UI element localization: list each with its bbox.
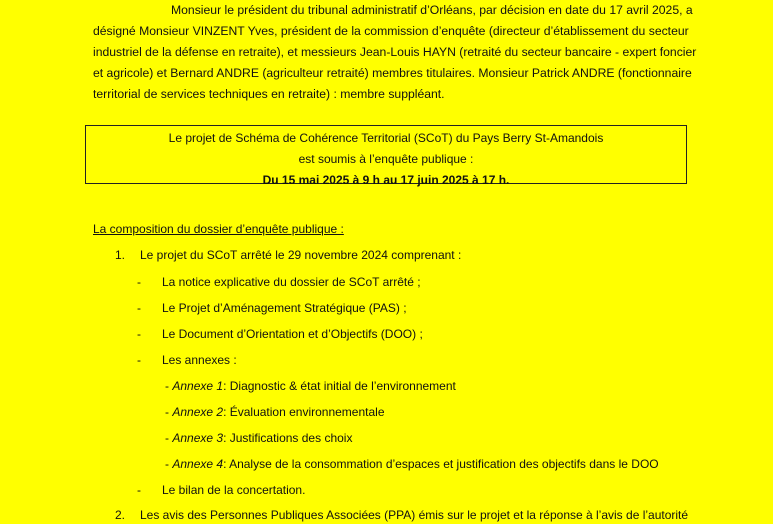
annex-line-2: [165, 403, 385, 421]
intro-paragraph: [93, 0, 697, 105]
dash-bullet: -: [137, 483, 141, 497]
annex-line-3: [165, 429, 352, 447]
annex-text-1: : Diagnostic & état initial de l’environnement: [223, 379, 456, 393]
annex-dash: -: [165, 379, 173, 393]
annex-label-3: Annexe 3: [172, 431, 224, 445]
intro-line: et agricole) et Bernard ANDRE (agriculteur retraité) membres titulaires. Monsieur Patrick ANDRE (fonctionnaire: [93, 66, 692, 80]
annex-line-4: [165, 455, 659, 473]
dash-bullet: -: [137, 301, 141, 315]
annex-text-2: : Évaluation environnementale: [223, 405, 385, 419]
annex-label-2: Annexe 2: [172, 405, 224, 419]
list-item-2: [115, 506, 688, 524]
notice-line-dates: Du 15 mai 2025 à 9 h au 17 juin 2025 à 17 h.: [262, 173, 510, 187]
list-number-2: 2.: [115, 508, 126, 522]
notice-line-submitted: est soumis à l’enquête publique :: [298, 152, 474, 166]
subitem-notice: La notice explicative du dossier de SCoT arrêté ;: [162, 275, 421, 289]
annex-dash: -: [165, 457, 173, 471]
intro-line: industriel de la défense en retraite), et messieurs Jean-Louis HAYN (retraité du secteur bancaire - expert foncier: [93, 45, 697, 59]
annex-dash: -: [165, 431, 173, 445]
notice-line-project: Le projet de Schéma de Cohérence Territorial (SCoT) du Pays Berry St-Amandois: [168, 131, 604, 145]
annex-line-1: [165, 377, 456, 395]
subitem-annexes: Les annexes :: [162, 353, 237, 367]
subitem-pas: Le Projet d’Aménagement Stratégique (PAS) ;: [162, 301, 407, 315]
enquiry-notice-box: [85, 125, 687, 187]
list-number-1: 1.: [115, 248, 126, 262]
intro-line: Monsieur le président du tribunal administratif d’Orléans, par décision en date du 17 avril 2025, a: [171, 3, 693, 17]
annex-label-1: Annexe 1: [172, 379, 224, 393]
dash-bullet: -: [137, 327, 141, 341]
list-item-2-text: Les avis des Personnes Publiques Associées (PPA) émis sur le projet et la réponse à l’avis de l’autorité: [140, 508, 689, 522]
subitem-concertation: Le bilan de la concertation.: [162, 483, 306, 497]
subitem-doo: Le Document d’Orientation et d’Objectifs (DOO) ;: [162, 327, 423, 341]
intro-line: territorial de services techniques en retraite) : membre suppléant.: [93, 87, 445, 101]
intro-line: désigné Monsieur VINZENT Yves, président de la commission d’enquête (directeur d’établissement du secteur: [93, 24, 689, 38]
dash-bullet: -: [137, 353, 141, 367]
annex-text-4: : Analyse de la consommation d’espaces et justification des objectifs dans le DOO: [223, 457, 659, 471]
annex-label-4: Annexe 4: [172, 457, 224, 471]
dash-bullet: -: [137, 275, 141, 289]
annex-text-3: : Justifications des choix: [223, 431, 353, 445]
annex-dash: -: [165, 405, 173, 419]
composition-title: La composition du dossier d’enquête publique :: [93, 222, 344, 236]
list-item-1-text: Le projet du SCoT arrêté le 29 novembre 2024 comprenant :: [140, 248, 462, 262]
